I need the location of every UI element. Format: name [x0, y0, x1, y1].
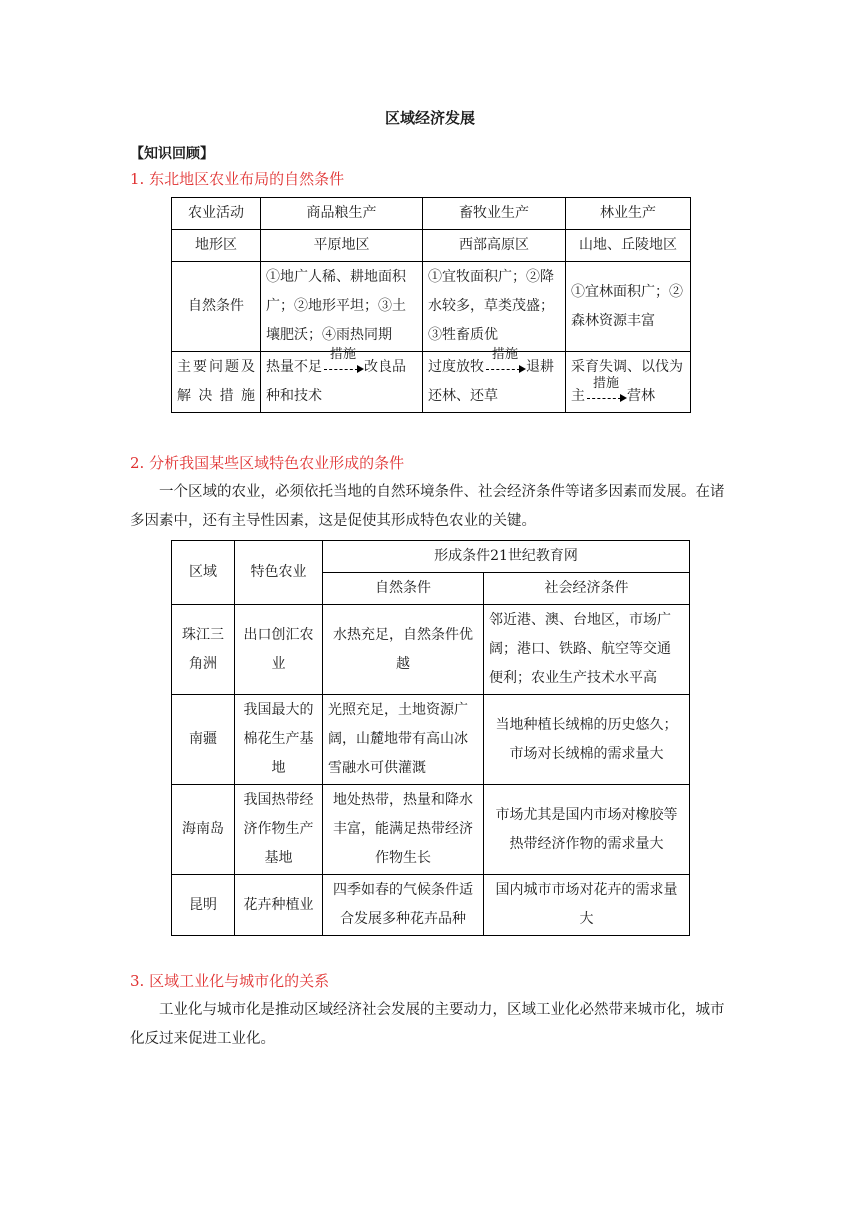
- table-header-cell: 社会经济条件: [484, 573, 690, 605]
- table-header-cell: 自然条件: [323, 573, 484, 605]
- table-cell: 海南岛: [172, 785, 235, 875]
- table-cell: 昆明: [172, 875, 235, 936]
- northeast-agriculture-table: [171, 197, 691, 413]
- arrow-label: 措施: [329, 347, 356, 362]
- arrow-label: 措施: [592, 376, 619, 391]
- table-header-cell: 农业活动: [172, 198, 261, 230]
- arrow-icon: [585, 376, 627, 406]
- table-row: [172, 875, 690, 936]
- table-cell: 地形区: [172, 230, 261, 262]
- table-cell: ①地广人稀、耕地面积广；②地形平坦；③土壤肥沃；④雨热同期: [261, 262, 423, 352]
- table-cell: ①宜牧面积广；②降水较多，草类茂盛；③牲畜质优: [423, 262, 566, 352]
- table-cell: [423, 347, 566, 413]
- table-cell: [261, 347, 423, 413]
- review-label: 【知识回顾】: [130, 146, 214, 162]
- table-cell: 邻近港、澳、台地区，市场广阔；港口、铁路、航空等交通便利；农业生产技术水平高: [484, 605, 690, 695]
- table-cell: 南疆: [172, 695, 235, 785]
- table-header-cell: 畜牧业生产: [423, 198, 566, 230]
- table-cell: 花卉种植业: [235, 875, 323, 936]
- cell-text: 营林: [627, 388, 655, 404]
- table-header-cell: 林业生产: [566, 198, 691, 230]
- table-cell: 我国热带经济作物生产基地: [235, 785, 323, 875]
- arrow-icon: [322, 347, 364, 377]
- arrow-label: 措施: [491, 347, 518, 362]
- table-cell: 西部高原区: [423, 230, 566, 262]
- cell-text: 过度放牧: [428, 359, 484, 375]
- table-row: [172, 352, 691, 413]
- table-cell: 我国最大的棉花生产基地: [235, 695, 323, 785]
- table-row: [172, 541, 690, 573]
- section-3-heading: 3. 区域工业化与城市化的关系: [130, 972, 330, 990]
- section-2-paragraph: 一个区域的农业，必须依托当地的自然环境条件、社会经济条件等诸多因素而发展。在诸多因素中，还有主导性因素，这是促使其形成特色农业的关键。: [130, 484, 725, 529]
- table-header-cell: 形成条件21世纪教育网: [323, 541, 690, 573]
- section-3-paragraph: 工业化与城市化是推动区域经济社会发展的主要动力，区域工业化必然带来城市化，城市化反过来促进工业化。: [130, 1002, 725, 1047]
- table-cell: 市场尤其是国内市场对橡胶等热带经济作物的需求量大: [484, 785, 690, 875]
- table-row: [172, 695, 690, 785]
- table-cell: ①宜林面积广；②森林资源丰富: [566, 262, 691, 352]
- table-cell: 珠江三角洲: [172, 605, 235, 695]
- cell-text: 退耕还林、还草: [428, 359, 554, 404]
- table-cell: [566, 352, 691, 413]
- table-header-cell: 商品粮生产: [261, 198, 423, 230]
- table-cell: 四季如春的气候条件适合发展多种花卉品种: [323, 875, 484, 936]
- table-cell: 国内城市市场对花卉的需求量大: [484, 875, 690, 936]
- table-cell: 地处热带，热量和降水丰富，能满足热带经济作物生长: [323, 785, 484, 875]
- arrow-icon: [484, 347, 526, 377]
- table-cell: 平原地区: [261, 230, 423, 262]
- table-row: [172, 230, 691, 262]
- table-cell: 光照充足，土地资源广阔，山麓地带有高山冰雪融水可供灌溉: [323, 695, 484, 785]
- table-row: [172, 785, 690, 875]
- section-2-heading: 2. 分析我国某些区域特色农业形成的条件: [130, 454, 405, 472]
- cell-text: 采育失调、以伐为主: [571, 359, 683, 404]
- table-cell: 当地种植长绒棉的历史悠久；市场对长绒棉的需求量大: [484, 695, 690, 785]
- table-row: [172, 198, 691, 230]
- table-header-cell: 特色农业: [235, 541, 323, 605]
- table-row: [172, 605, 690, 695]
- cell-text: 热量不足: [266, 359, 322, 375]
- table-cell: 自然条件: [172, 262, 261, 352]
- table-header-cell: 区域: [172, 541, 235, 605]
- section-1-heading: 1. 东北地区农业布局的自然条件: [130, 170, 345, 188]
- cell-text: 改良品种和技术: [266, 359, 406, 404]
- table-cell: 山地、丘陵地区: [566, 230, 691, 262]
- page-title: 区域经济发展: [384, 109, 475, 127]
- table-cell: 出口创汇农业: [235, 605, 323, 695]
- table-cell: 主要问题及解决措施: [172, 352, 261, 413]
- featured-agriculture-table: [171, 540, 690, 936]
- table-row: [172, 262, 691, 352]
- table-cell: 水热充足，自然条件优越: [323, 605, 484, 695]
